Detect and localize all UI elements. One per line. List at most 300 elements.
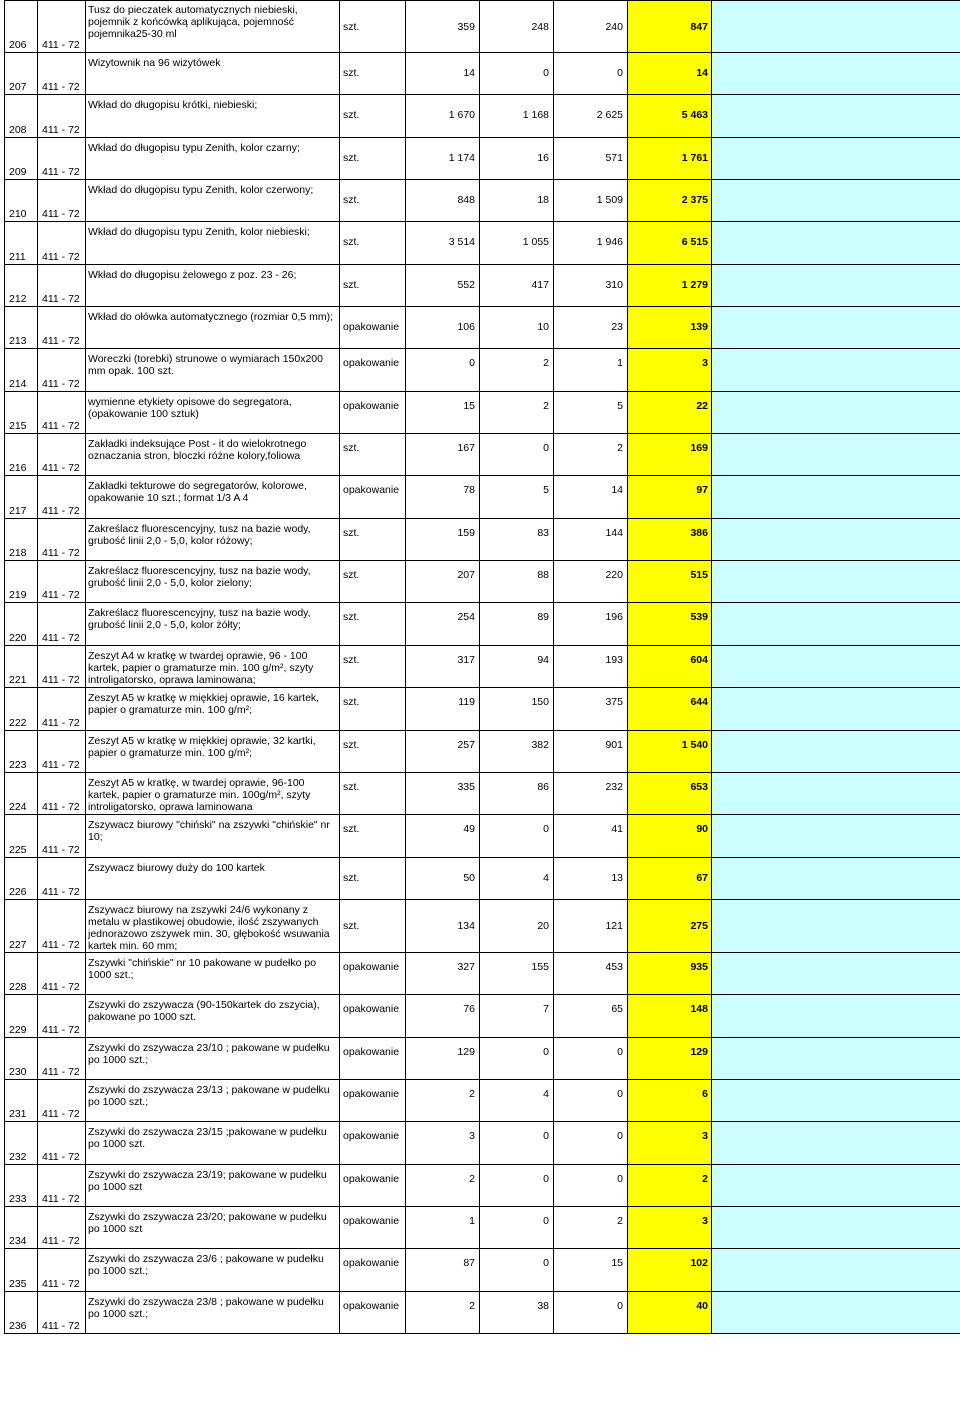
row-number: 234 <box>5 1206 38 1248</box>
item-description: Wkład do długopisu typu Zenith, kolor czerwony; <box>86 180 340 222</box>
quantity-total: 1 540 <box>628 730 712 772</box>
quantity-3: 0 <box>554 1037 628 1079</box>
quantity-3: 65 <box>554 995 628 1037</box>
quantity-3: 41 <box>554 815 628 857</box>
table-row <box>5 561 960 603</box>
quantity-3: 1 946 <box>554 222 628 264</box>
quantity-2: 248 <box>480 1 554 53</box>
item-description: Zeszyt A5 w kratkę w miękkiej oprawie, 16 kartek, papier o gramaturze min. 100 g/m²; <box>86 688 340 730</box>
item-description: Zszywki do zszywacza 23/19; pakowane w pudełku po 1000 szt <box>86 1164 340 1206</box>
quantity-total: 6 <box>628 1079 712 1121</box>
empty-highlight-cell <box>712 53 960 95</box>
row-number: 220 <box>5 603 38 645</box>
empty-highlight-cell <box>712 815 960 857</box>
unit-of-measure: szt. <box>340 688 406 730</box>
table-row <box>5 603 960 645</box>
table-row <box>5 952 960 994</box>
table-row <box>5 434 960 476</box>
unit-of-measure: opakowanie <box>340 1291 406 1333</box>
quantity-1: 78 <box>406 476 480 518</box>
unit-of-measure: szt. <box>340 264 406 306</box>
quantity-3: 0 <box>554 1079 628 1121</box>
quantity-2: 2 <box>480 349 554 391</box>
quantity-total: 90 <box>628 815 712 857</box>
quantity-3: 5 <box>554 391 628 433</box>
quantity-2: 5 <box>480 476 554 518</box>
item-index: 411 - 72 <box>38 349 86 391</box>
quantity-3: 375 <box>554 688 628 730</box>
item-description: Zakładki indeksujące Post - it do wielokrotnego oznaczania stron, bloczki różne kolory,foliowa <box>86 434 340 476</box>
table-row <box>5 1122 960 1164</box>
unit-of-measure: opakowanie <box>340 349 406 391</box>
quantity-3: 453 <box>554 952 628 994</box>
quantity-total: 148 <box>628 995 712 1037</box>
table-row <box>5 730 960 772</box>
quantity-total: 129 <box>628 1037 712 1079</box>
row-number: 218 <box>5 518 38 560</box>
quantity-3: 0 <box>554 1291 628 1333</box>
quantity-total: 653 <box>628 772 712 814</box>
quantity-1: 50 <box>406 857 480 899</box>
quantity-total: 3 <box>628 1122 712 1164</box>
item-description: Zszywki do zszywacza 23/8 ; pakowane w pudełku po 1000 szt.; <box>86 1291 340 1333</box>
quantity-2: 0 <box>480 1206 554 1248</box>
quantity-3: 196 <box>554 603 628 645</box>
quantity-total: 2 375 <box>628 180 712 222</box>
quantity-total: 5 463 <box>628 95 712 137</box>
quantity-total: 40 <box>628 1291 712 1333</box>
item-description: wymienne etykiety opisowe do segregatora, (opakowanie 100 sztuk) <box>86 391 340 433</box>
empty-highlight-cell <box>712 1291 960 1333</box>
row-number: 232 <box>5 1122 38 1164</box>
quantity-2: 16 <box>480 137 554 179</box>
row-number: 229 <box>5 995 38 1037</box>
unit-of-measure: szt. <box>340 645 406 687</box>
item-description: Zszywacz biurowy duży do 100 kartek <box>86 857 340 899</box>
quantity-2: 83 <box>480 518 554 560</box>
table-row <box>5 349 960 391</box>
row-number: 230 <box>5 1037 38 1079</box>
item-description: Zszywki do zszywacza (90-150kartek do zszycia), pakowane po 1000 szt. <box>86 995 340 1037</box>
quantity-total: 3 <box>628 349 712 391</box>
table-row <box>5 1206 960 1248</box>
quantity-2: 0 <box>480 53 554 95</box>
unit-of-measure: opakowanie <box>340 1122 406 1164</box>
quantity-3: 2 625 <box>554 95 628 137</box>
unit-of-measure: opakowanie <box>340 995 406 1037</box>
item-index: 411 - 72 <box>38 1079 86 1121</box>
quantity-2: 18 <box>480 180 554 222</box>
quantity-1: 87 <box>406 1249 480 1291</box>
item-index: 411 - 72 <box>38 688 86 730</box>
item-description: Tusz do pieczatek automatycznych niebieski, pojemnik z końcówką aplikująca, pojemność pojemnika25-30 ml <box>86 1 340 53</box>
empty-highlight-cell <box>712 645 960 687</box>
row-number: 217 <box>5 476 38 518</box>
quantity-3: 15 <box>554 1249 628 1291</box>
row-number: 228 <box>5 952 38 994</box>
quantity-3: 13 <box>554 857 628 899</box>
item-index: 411 - 72 <box>38 518 86 560</box>
row-number: 225 <box>5 815 38 857</box>
empty-highlight-cell <box>712 434 960 476</box>
quantity-1: 3 <box>406 1122 480 1164</box>
quantity-total: 539 <box>628 603 712 645</box>
quantity-1: 1 670 <box>406 95 480 137</box>
item-description: Zakreślacz fluorescencyjny, tusz na bazie wody, grubość linii 2,0 - 5,0, kolor zielony; <box>86 561 340 603</box>
quantity-2: 88 <box>480 561 554 603</box>
quantity-1: 257 <box>406 730 480 772</box>
item-index: 411 - 72 <box>38 1 86 53</box>
row-number: 231 <box>5 1079 38 1121</box>
item-index: 411 - 72 <box>38 434 86 476</box>
table-row <box>5 857 960 899</box>
empty-highlight-cell <box>712 995 960 1037</box>
quantity-1: 359 <box>406 1 480 53</box>
item-description: Wkład do długopisu typu Zenith, kolor niebieski; <box>86 222 340 264</box>
quantity-1: 2 <box>406 1291 480 1333</box>
item-index: 411 - 72 <box>38 391 86 433</box>
empty-highlight-cell <box>712 1122 960 1164</box>
items-table-body <box>5 1 960 1334</box>
quantity-1: 317 <box>406 645 480 687</box>
row-number: 223 <box>5 730 38 772</box>
quantity-1: 327 <box>406 952 480 994</box>
row-number: 211 <box>5 222 38 264</box>
quantity-1: 1 174 <box>406 137 480 179</box>
row-number: 235 <box>5 1249 38 1291</box>
item-description: Zszywacz biurowy na zszywki 24/6 wykonany z metalu w plastikowej obudowie, ilość zszywanych jednorazowo zszywek min. 30, głębokość wsuwania kartek min. 60 mm; <box>86 899 340 952</box>
table-row <box>5 137 960 179</box>
item-index: 411 - 72 <box>38 1291 86 1333</box>
quantity-3: 2 <box>554 434 628 476</box>
item-description: Zszywki do zszywacza 23/20; pakowane w pudełku po 1000 szt <box>86 1206 340 1248</box>
quantity-2: 150 <box>480 688 554 730</box>
quantity-1: 76 <box>406 995 480 1037</box>
row-number: 216 <box>5 434 38 476</box>
empty-highlight-cell <box>712 222 960 264</box>
quantity-3: 571 <box>554 137 628 179</box>
unit-of-measure: szt. <box>340 561 406 603</box>
row-number: 233 <box>5 1164 38 1206</box>
quantity-2: 0 <box>480 1037 554 1079</box>
item-index: 411 - 72 <box>38 645 86 687</box>
empty-highlight-cell <box>712 1249 960 1291</box>
quantity-total: 935 <box>628 952 712 994</box>
quantity-1: 49 <box>406 815 480 857</box>
row-number: 210 <box>5 180 38 222</box>
quantity-3: 220 <box>554 561 628 603</box>
quantity-2: 1 168 <box>480 95 554 137</box>
table-row <box>5 899 960 952</box>
quantity-total: 847 <box>628 1 712 53</box>
spreadsheet <box>4 0 960 1334</box>
unit-of-measure: opakowanie <box>340 1249 406 1291</box>
quantity-1: 15 <box>406 391 480 433</box>
quantity-3: 121 <box>554 899 628 952</box>
row-number: 227 <box>5 899 38 952</box>
quantity-total: 275 <box>628 899 712 952</box>
quantity-2: 4 <box>480 857 554 899</box>
quantity-1: 2 <box>406 1079 480 1121</box>
quantity-3: 193 <box>554 645 628 687</box>
empty-highlight-cell <box>712 137 960 179</box>
quantity-2: 86 <box>480 772 554 814</box>
table-row <box>5 180 960 222</box>
row-number: 221 <box>5 645 38 687</box>
quantity-total: 97 <box>628 476 712 518</box>
quantity-3: 232 <box>554 772 628 814</box>
table-row <box>5 1164 960 1206</box>
empty-highlight-cell <box>712 1037 960 1079</box>
item-index: 411 - 72 <box>38 264 86 306</box>
empty-highlight-cell <box>712 899 960 952</box>
row-number: 214 <box>5 349 38 391</box>
quantity-total: 169 <box>628 434 712 476</box>
unit-of-measure: szt. <box>340 137 406 179</box>
empty-highlight-cell <box>712 603 960 645</box>
item-index: 411 - 72 <box>38 1164 86 1206</box>
unit-of-measure: opakowanie <box>340 1164 406 1206</box>
unit-of-measure: opakowanie <box>340 1079 406 1121</box>
quantity-1: 129 <box>406 1037 480 1079</box>
item-description: Wkład do długopisu krótki, niebieski; <box>86 95 340 137</box>
row-number: 226 <box>5 857 38 899</box>
table-row <box>5 772 960 814</box>
row-number: 236 <box>5 1291 38 1333</box>
quantity-total: 67 <box>628 857 712 899</box>
quantity-2: 1 055 <box>480 222 554 264</box>
unit-of-measure: szt. <box>340 603 406 645</box>
quantity-total: 1 279 <box>628 264 712 306</box>
table-row <box>5 1249 960 1291</box>
row-number: 222 <box>5 688 38 730</box>
item-description: Zakreślacz fluorescencyjny, tusz na bazie wody, grubość linii 2,0 - 5,0, kolor różowy; <box>86 518 340 560</box>
quantity-2: 4 <box>480 1079 554 1121</box>
item-index: 411 - 72 <box>38 180 86 222</box>
unit-of-measure: szt. <box>340 1 406 53</box>
quantity-3: 901 <box>554 730 628 772</box>
empty-highlight-cell <box>712 1206 960 1248</box>
item-index: 411 - 72 <box>38 53 86 95</box>
quantity-total: 644 <box>628 688 712 730</box>
item-description: Woreczki (torebki) strunowe o wymiarach 150x200 mm opak. 100 szt. <box>86 349 340 391</box>
quantity-total: 386 <box>628 518 712 560</box>
item-index: 411 - 72 <box>38 772 86 814</box>
item-index: 411 - 72 <box>38 995 86 1037</box>
quantity-2: 0 <box>480 1249 554 1291</box>
quantity-1: 848 <box>406 180 480 222</box>
quantity-1: 159 <box>406 518 480 560</box>
item-description: Zakładki tekturowe do segregatorów, kolorowe, opakowanie 10 szt.; format 1/3 A 4 <box>86 476 340 518</box>
quantity-total: 604 <box>628 645 712 687</box>
item-index: 411 - 72 <box>38 815 86 857</box>
quantity-total: 1 761 <box>628 137 712 179</box>
quantity-3: 1 509 <box>554 180 628 222</box>
unit-of-measure: szt. <box>340 815 406 857</box>
item-index: 411 - 72 <box>38 730 86 772</box>
item-index: 411 - 72 <box>38 952 86 994</box>
quantity-total: 515 <box>628 561 712 603</box>
item-index: 411 - 72 <box>38 899 86 952</box>
table-row <box>5 264 960 306</box>
item-description: Zeszyt A5 w kratkę w miękkiej oprawie, 32 kartki, papier o gramaturze min. 100 g/m²; <box>86 730 340 772</box>
quantity-3: 0 <box>554 1122 628 1164</box>
item-index: 411 - 72 <box>38 603 86 645</box>
item-index: 411 - 72 <box>38 222 86 264</box>
table-row <box>5 95 960 137</box>
empty-highlight-cell <box>712 1 960 53</box>
quantity-1: 207 <box>406 561 480 603</box>
item-index: 411 - 72 <box>38 1249 86 1291</box>
quantity-2: 38 <box>480 1291 554 1333</box>
unit-of-measure: szt. <box>340 730 406 772</box>
empty-highlight-cell <box>712 264 960 306</box>
quantity-total: 3 <box>628 1206 712 1248</box>
empty-highlight-cell <box>712 952 960 994</box>
quantity-2: 10 <box>480 307 554 349</box>
quantity-2: 20 <box>480 899 554 952</box>
unit-of-measure: szt. <box>340 772 406 814</box>
quantity-1: 119 <box>406 688 480 730</box>
row-number: 224 <box>5 772 38 814</box>
empty-highlight-cell <box>712 772 960 814</box>
item-index: 411 - 72 <box>38 95 86 137</box>
table-row <box>5 995 960 1037</box>
quantity-1: 106 <box>406 307 480 349</box>
empty-highlight-cell <box>712 349 960 391</box>
quantity-2: 0 <box>480 1122 554 1164</box>
quantity-total: 14 <box>628 53 712 95</box>
quantity-3: 1 <box>554 349 628 391</box>
empty-highlight-cell <box>712 95 960 137</box>
quantity-total: 139 <box>628 307 712 349</box>
item-description: Zeszyt A5 w kratkę, w twardej oprawie, 96-100 kartek, papier o gramaturze min. 100g/m², szyty introligatorsko, oprawa laminowana <box>86 772 340 814</box>
table-row <box>5 222 960 264</box>
quantity-3: 0 <box>554 53 628 95</box>
item-description: Zeszyt A4 w kratkę w twardej oprawie, 96 - 100 kartek, papier o gramaturze min. 100 g/m², szyty introligatorsko, oprawa laminowana; <box>86 645 340 687</box>
quantity-3: 14 <box>554 476 628 518</box>
item-description: Zszywacz biurowy "chiński" na zszywki "chińskie" nr 10; <box>86 815 340 857</box>
row-number: 213 <box>5 307 38 349</box>
empty-highlight-cell <box>712 857 960 899</box>
empty-highlight-cell <box>712 730 960 772</box>
quantity-3: 310 <box>554 264 628 306</box>
items-table <box>4 0 960 1334</box>
item-description: Wizytownik na 96 wizytówek <box>86 53 340 95</box>
quantity-1: 134 <box>406 899 480 952</box>
table-row <box>5 645 960 687</box>
item-index: 411 - 72 <box>38 476 86 518</box>
unit-of-measure: opakowanie <box>340 952 406 994</box>
table-row <box>5 476 960 518</box>
table-row <box>5 307 960 349</box>
unit-of-measure: opakowanie <box>340 476 406 518</box>
table-row <box>5 1291 960 1333</box>
quantity-1: 254 <box>406 603 480 645</box>
quantity-3: 240 <box>554 1 628 53</box>
item-description: Zszywki "chińskie" nr 10 pakowane w pudełko po 1000 szt.; <box>86 952 340 994</box>
unit-of-measure: szt. <box>340 899 406 952</box>
unit-of-measure: opakowanie <box>340 1037 406 1079</box>
unit-of-measure: szt. <box>340 434 406 476</box>
quantity-1: 1 <box>406 1206 480 1248</box>
table-row <box>5 53 960 95</box>
table-row <box>5 1079 960 1121</box>
row-number: 212 <box>5 264 38 306</box>
row-number: 207 <box>5 53 38 95</box>
row-number: 209 <box>5 137 38 179</box>
quantity-2: 0 <box>480 434 554 476</box>
quantity-total: 6 515 <box>628 222 712 264</box>
item-index: 411 - 72 <box>38 1122 86 1164</box>
quantity-2: 94 <box>480 645 554 687</box>
item-index: 411 - 72 <box>38 857 86 899</box>
quantity-1: 552 <box>406 264 480 306</box>
row-number: 206 <box>5 1 38 53</box>
item-description: Wkład do długopisu żelowego z poz. 23 - 26; <box>86 264 340 306</box>
table-row <box>5 1037 960 1079</box>
row-number: 219 <box>5 561 38 603</box>
quantity-3: 0 <box>554 1164 628 1206</box>
item-description: Zszywki do zszywacza 23/15 ;pakowane w pudełku po 1000 szt. <box>86 1122 340 1164</box>
unit-of-measure: opakowanie <box>340 307 406 349</box>
item-description: Zszywki do zszywacza 23/6 ; pakowane w pudełku po 1000 szt.; <box>86 1249 340 1291</box>
unit-of-measure: opakowanie <box>340 1206 406 1248</box>
quantity-total: 22 <box>628 391 712 433</box>
unit-of-measure: opakowanie <box>340 391 406 433</box>
table-row <box>5 815 960 857</box>
quantity-3: 2 <box>554 1206 628 1248</box>
empty-highlight-cell <box>712 561 960 603</box>
unit-of-measure: szt. <box>340 95 406 137</box>
quantity-3: 144 <box>554 518 628 560</box>
quantity-2: 89 <box>480 603 554 645</box>
empty-highlight-cell <box>712 307 960 349</box>
empty-highlight-cell <box>712 518 960 560</box>
quantity-total: 2 <box>628 1164 712 1206</box>
unit-of-measure: szt. <box>340 180 406 222</box>
table-row <box>5 391 960 433</box>
empty-highlight-cell <box>712 1079 960 1121</box>
quantity-1: 167 <box>406 434 480 476</box>
unit-of-measure: szt. <box>340 857 406 899</box>
quantity-2: 2 <box>480 391 554 433</box>
empty-highlight-cell <box>712 688 960 730</box>
empty-highlight-cell <box>712 476 960 518</box>
empty-highlight-cell <box>712 391 960 433</box>
table-row <box>5 518 960 560</box>
item-index: 411 - 72 <box>38 307 86 349</box>
quantity-2: 382 <box>480 730 554 772</box>
quantity-total: 102 <box>628 1249 712 1291</box>
empty-highlight-cell <box>712 180 960 222</box>
item-index: 411 - 72 <box>38 1206 86 1248</box>
item-description: Zszywki do zszywacza 23/10 ; pakowane w pudełku po 1000 szt.; <box>86 1037 340 1079</box>
quantity-2: 0 <box>480 1164 554 1206</box>
item-index: 411 - 72 <box>38 137 86 179</box>
quantity-2: 7 <box>480 995 554 1037</box>
quantity-2: 155 <box>480 952 554 994</box>
quantity-1: 3 514 <box>406 222 480 264</box>
table-row <box>5 688 960 730</box>
item-index: 411 - 72 <box>38 1037 86 1079</box>
quantity-2: 417 <box>480 264 554 306</box>
quantity-1: 14 <box>406 53 480 95</box>
table-row <box>5 1 960 53</box>
unit-of-measure: szt. <box>340 518 406 560</box>
item-description: Wkład do długopisu typu Zenith, kolor czarny; <box>86 137 340 179</box>
item-index: 411 - 72 <box>38 561 86 603</box>
